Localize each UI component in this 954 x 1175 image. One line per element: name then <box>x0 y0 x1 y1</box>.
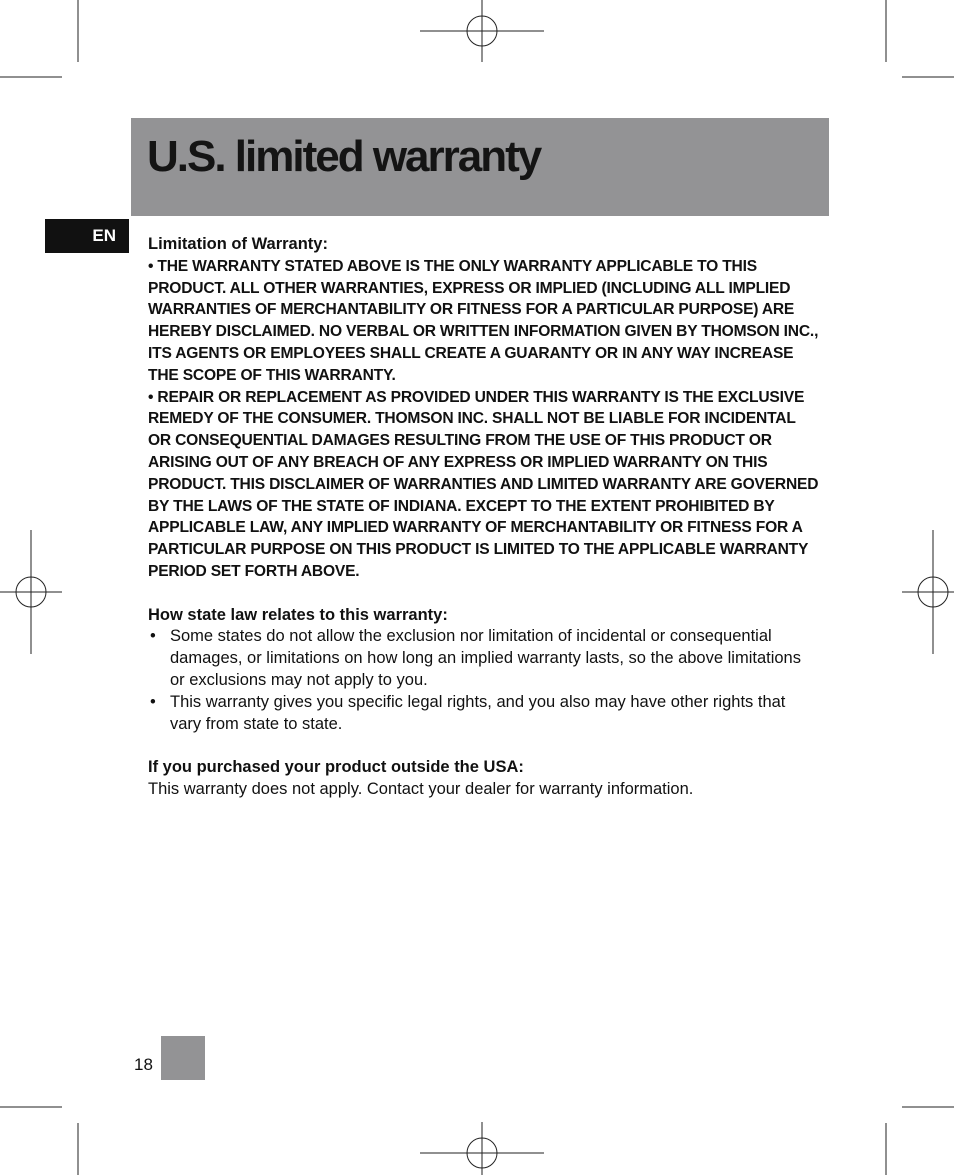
outside-usa-heading: If you purchased your product outside the USA: <box>148 758 524 777</box>
page-title: U.S. limited warranty <box>147 132 541 181</box>
warranty-content <box>148 234 820 801</box>
state-law-bullet-2: This warranty gives you specific legal rights, and you also may have other rights that vary from state to state. <box>170 692 786 733</box>
page-number: 18 <box>134 1055 153 1074</box>
list-item <box>148 692 820 736</box>
limitation-paragraph-2: • REPAIR OR REPLACEMENT AS PROVIDED UNDER THIS WARRANTY IS THE EXCLUSIVE REMEDY OF THE CONSUMER. THOMSON INC. SHALL NOT BE LIABLE FOR INCIDENTAL OR CONSEQUENTIAL DAMAGES RESULTING FROM THE USE OF THIS PRODUCT OR ARISING OUT OF ANY BREACH OF ANY EXPRESS OR IMPLIED WARRANTY ON THIS PRODUCT. THIS DISCLAIMER OF WARRANTIES AND LIMITED WARRANTY ARE GOVERNED BY THE LAWS OF THE STATE OF INDIANA. EXCEPT TO THE EXTENT PROHIBITED BY APPLICABLE LAW, ANY IMPLIED WARRANTY OF MERCHANTABILITY OR FITNESS FOR A PARTICULAR PURPOSE ON THIS PRODUCT IS LIMITED TO THE APPLICABLE WARRANTY PERIOD SET FORTH ABOVE. <box>148 388 819 580</box>
state-law-bullet-1: Some states do not allow the exclusion nor limitation of incidental or consequential damages, or limitations on how long an implied warranty lasts, so the above limitations or exclusions may not apply to you. <box>170 627 801 689</box>
outside-usa-text: This warranty does not apply. Contact your dealer for warranty information. <box>148 779 694 798</box>
language-tab-label: EN <box>92 226 116 245</box>
title-band <box>131 118 829 216</box>
limitation-heading: Limitation of Warranty: <box>148 235 328 253</box>
page-number-block <box>161 1036 205 1080</box>
bullet-icon: • <box>150 627 156 646</box>
language-tab <box>45 219 129 253</box>
bullet-icon: • <box>150 692 156 711</box>
spacer <box>148 583 820 605</box>
state-law-heading: How state law relates to this warranty: <box>148 605 448 624</box>
limitation-paragraph-1: • THE WARRANTY STATED ABOVE IS THE ONLY WARRANTY APPLICABLE TO THIS PRODUCT. ALL OTHER WARRANTIES, EXPRESS OR IMPLIED (INCLUDING ALL IMPLIED WARRANTIES OF MERCHANTABILITY OR FITNESS FOR A PARTICULAR PURPOSE) ARE HEREBY DISCLAIMED. NO VERBAL OR WRITTEN INFORMATION GIVEN BY THOMSON INC., ITS AGENTS OR EMPLOYEES SHALL CREATE A GUARANTY OR IN ANY WAY INCREASE THE SCOPE OF THIS WARRANTY. <box>148 257 819 384</box>
list-item <box>148 626 820 691</box>
spacer <box>148 735 820 757</box>
